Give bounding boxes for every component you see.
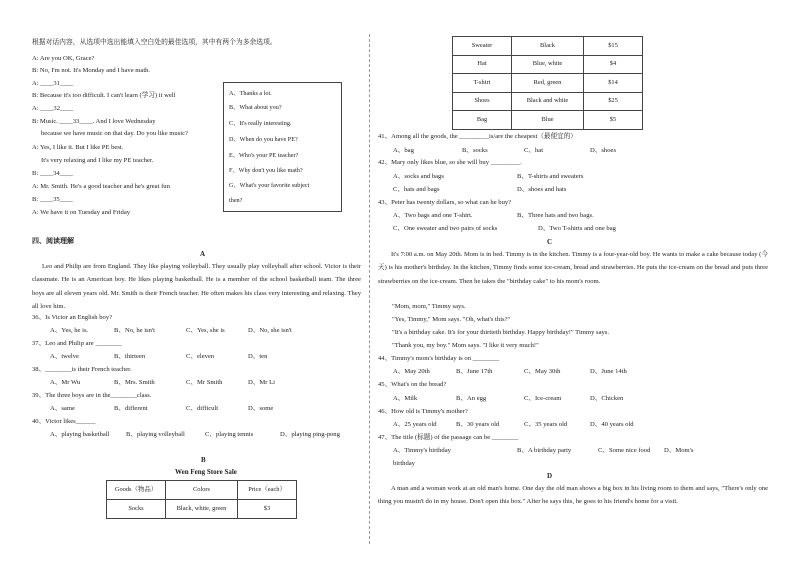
option-b: B、What about you?	[229, 104, 282, 111]
store-table-right	[452, 36, 643, 130]
table-row	[453, 55, 643, 74]
q38-opt-a: A、Mr Wu	[50, 379, 81, 386]
table-row	[453, 111, 643, 130]
q43-opt-d: D、Two T-shirts and one bag	[538, 225, 616, 232]
table-cell: Shoes	[453, 92, 512, 111]
store-table-left	[106, 480, 297, 519]
q41-opt-b: B、socks	[462, 147, 488, 154]
q38-opt-d: D、Mr Li	[248, 379, 275, 386]
table-cell: $5	[584, 111, 643, 130]
table-cell: Black	[512, 37, 584, 56]
q45-opt-b: B、An egg	[456, 395, 487, 402]
q39-opt-a: A、same	[50, 405, 75, 412]
q45-opt-a: A、Milk	[393, 395, 418, 402]
q43-stem: 43、Peter has twenty dollars, so what can he buy?	[378, 199, 512, 206]
options-box	[223, 82, 342, 212]
q38-opt-c: C、Mr Smith	[186, 379, 223, 386]
q40-opt-c: C、playing tennis	[205, 431, 254, 438]
q43-opt-a: A、Two bags and one T-shirt.	[393, 212, 473, 219]
q42-stem: 42、Mary only likes blue, so she will buy _________.	[378, 159, 522, 166]
dialogue-line-11: A: Mr. Smith. He's a good teacher and he's great fun	[32, 183, 170, 190]
table-cell: Socks	[107, 500, 166, 519]
q37-stem: 37、Leo and Philip are ________	[32, 340, 122, 347]
table-cell: $25	[584, 92, 643, 111]
q47-opt-d-tail: birthday	[393, 460, 415, 467]
table-header-colors: Colors	[166, 481, 238, 500]
q47-opt-b: B、A birthday party	[517, 447, 572, 454]
q46-stem: 46、How old is Timmy's mother?	[378, 408, 468, 415]
q46-opt-a: A、25 years old	[393, 421, 437, 428]
table-cell: $4	[584, 55, 643, 74]
table-cell: Black and white	[512, 92, 584, 111]
q40-opt-d: D、playing ping-pong	[280, 431, 340, 438]
q41-opt-d: D、shoes	[590, 147, 617, 154]
passage-a-title: A	[200, 250, 206, 258]
q40-opt-b: B、playing volleyball	[126, 431, 185, 438]
dialogue-line-7: because we have music on that day. Do you like music?	[41, 130, 188, 137]
dialogue-line-13: A: We have it on Tuesday and Friday	[32, 209, 131, 216]
dialogue-line-5: A: ____32____	[32, 105, 74, 112]
q45-stem: 45、What's on the bread?	[378, 381, 447, 388]
passage-c-line-4: "It's a birthday cake. It's for your thirtieth birthday. Happy birthday!" Timmy says.	[392, 329, 610, 336]
q42-opt-c: C、hats and bags	[393, 186, 440, 193]
table-cell: Blue, white	[512, 55, 584, 74]
q36-opt-c: C、Yes, she is	[186, 327, 225, 334]
table-header-price: Price（each）	[238, 481, 297, 500]
passage-c-line-5: "Thank you, my boy." Mom says. "I like it very much!"	[392, 342, 539, 349]
option-g-tail: then?	[229, 197, 243, 204]
dialogue-line-10: B: ____34____	[32, 170, 73, 177]
q44-opt-c: C、May 30th	[524, 368, 561, 375]
q41-stem: 41、Among all the goods, the _________is/are the cheapest（最便宜的）	[378, 133, 577, 140]
table-cell: T-shirt	[453, 74, 512, 93]
dialogue-line-6: B: Music. ____33____. And I love Wednesday	[32, 118, 156, 125]
q36-stem: 36、Is Victor an English boy?	[32, 314, 113, 321]
dialogue-line-9: It's very relaxing and I like my PE teacher.	[41, 157, 154, 164]
table-row	[453, 92, 643, 111]
table-row	[453, 74, 643, 93]
dialogue-line-8: A: Yes, I like it. But I like PE best.	[32, 144, 124, 151]
q40-stem: 40、Victor likes______	[32, 418, 96, 425]
column-divider	[369, 34, 370, 544]
q42-opt-d: D、shoes and hats	[517, 186, 567, 193]
dialogue-line-12: B: ____35____	[32, 196, 73, 203]
q45-opt-d: D、Chicken	[590, 395, 624, 402]
passage-d-text: A man and a woman work at an old man's home. One day the old man shows a big box in his living room to them and says, "There's only one thing you mustn't do in my house. Don't open this box." After he says this, he goes to his friend's home for a visit.	[378, 485, 768, 506]
dialogue-line-2: B: No, I'm not. It's Monday and I have math.	[32, 67, 151, 74]
q39-stem: 39、The three boys are in the________class.	[32, 392, 152, 399]
option-d: D、When do you have PE?	[229, 136, 298, 143]
table-cell: $14	[584, 74, 643, 93]
q37-opt-d: D、ten	[248, 353, 268, 360]
q47-opt-d: D、Mom's	[664, 447, 694, 454]
q36-opt-b: B、No, he isn't	[114, 327, 155, 334]
passage-c-line-2: "Mom, mom," Timmy says.	[392, 303, 466, 310]
q44-stem: 44、Timmy's mom's birthday is on ________	[378, 355, 500, 362]
passage-c-paragraph: It's 7:00 a.m. on May 20th. Mom is in bed. Timmy is in the kitchen. Timmy is a four-year-old boy. He wants to make a cake because today (今天) is his mother's birthday. In the kitchen, Timmy finds some ice-cream, bread and strawberries. He puts the ice-cream on the bread and puts three strawberries on the ice-cream. Then he takes the "birthday cake" to his mom's room.	[378, 251, 768, 285]
store-title: Wen Feng Store Sale	[175, 468, 237, 476]
q40-opt-a: A、playing basketball	[50, 431, 110, 438]
q41-opt-a: A、bag	[393, 147, 414, 154]
table-header-goods: Goods（物品）	[107, 481, 166, 500]
q37-opt-a: A、twelve	[50, 353, 79, 360]
q43-opt-b: B、Three hats and two bags.	[517, 212, 594, 219]
option-c: C、It's really interesting.	[229, 120, 292, 127]
q38-opt-b: B、Mrs. Smith	[114, 379, 155, 386]
dialogue-line-3: A: ____31____	[32, 80, 74, 87]
table-cell: Hat	[453, 55, 512, 74]
section-title: 四、阅读理解	[32, 237, 74, 245]
passage-c-line-3: "Yes, Timmy," Mom says. "Oh, what's this?"	[392, 316, 511, 323]
table-cell: Blue	[512, 111, 584, 130]
table-cell: $3	[238, 500, 297, 519]
q37-opt-b: B、thirteen	[114, 353, 146, 360]
table-cell: Black, white, green	[166, 500, 238, 519]
q46-opt-b: B、30 years old	[456, 421, 500, 428]
q44-opt-b: B、June 17th	[456, 368, 493, 375]
option-f: F、Why don't you like math?	[229, 167, 303, 174]
q38-stem: 38、________is their French teacher.	[32, 366, 132, 373]
q44-opt-a: A、May 20th	[393, 368, 430, 375]
q36-opt-a: A、Yes, he is.	[50, 327, 89, 334]
q47-stem: 47、The title (标题) of the passage can be ________	[378, 434, 519, 441]
option-a: A、Thanks a lot.	[229, 90, 272, 97]
q43-opt-c: C、One sweater and two pairs of socks	[393, 225, 498, 232]
q47-opt-a: A、Timmy's birthday	[393, 447, 451, 454]
table-cell: Red, green	[512, 74, 584, 93]
option-e: E、Who's your PE teacher?	[229, 152, 299, 159]
instruction-text: 根据对话内容，从选项中选出能填入空白处的最佳选项，其中有两个为多余选项。	[32, 39, 277, 46]
q37-opt-c: C、eleven	[186, 353, 215, 360]
passage-a-text: Leo and Philip are from England. They like playing volleyball. They usually play volleyball after school. Victor is their classmate. He is an American boy. He likes playing basketball. He is a member of the school basketball team. The three boys are all eleven years old. Mr. Smith is their French teacher. He often makes his class very interesting and relaxing. They all love him.	[32, 263, 361, 310]
passage-c-title: C	[547, 238, 553, 246]
q41-opt-c: C、hat	[524, 147, 544, 154]
q44-opt-d: D、June 14th	[590, 368, 627, 375]
table-cell: Sweater	[453, 37, 512, 56]
option-g: G、What's your favorite subject	[229, 182, 310, 189]
q47-opt-c: C、Some nice food	[598, 447, 651, 454]
dialogue-line-4: B: Because it's too difficult. I can't learn (学习) it well	[32, 92, 176, 99]
q39-opt-b: B、different	[114, 405, 148, 412]
passage-d-title: D	[547, 472, 553, 480]
table-row	[107, 481, 297, 500]
table-row	[453, 37, 643, 56]
q45-opt-c: C、Ice-cream	[524, 395, 562, 402]
q46-opt-c: C、35 years old	[524, 421, 568, 428]
q42-opt-b: B、T-shirts and sweaters	[517, 173, 584, 180]
table-cell: Bag	[453, 111, 512, 130]
q46-opt-d: D、40 years old	[590, 421, 634, 428]
dialogue-line-1: A: Are you OK, Grace?	[32, 55, 95, 62]
q39-opt-d: D、some	[248, 405, 274, 412]
q42-opt-a: A、socks and bags	[393, 173, 444, 180]
table-cell: $15	[584, 37, 643, 56]
table-row	[107, 500, 297, 519]
passage-b-title: B	[201, 456, 206, 464]
q36-opt-d: D、No, she isn't	[248, 327, 292, 334]
q39-opt-c: C、difficult	[186, 405, 219, 412]
